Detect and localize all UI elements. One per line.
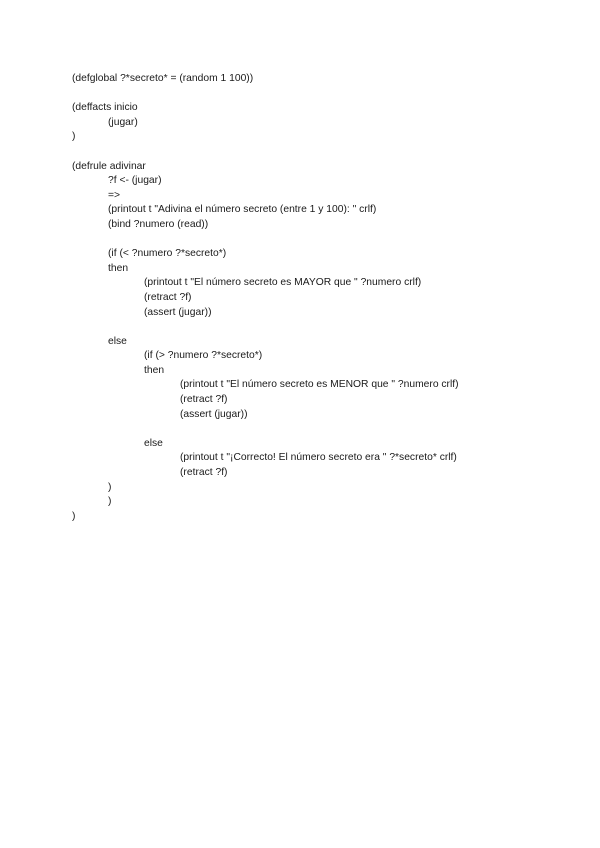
code-line: ) xyxy=(72,510,76,522)
code-line: then xyxy=(108,262,129,274)
code-line: (retract ?f) xyxy=(180,467,228,479)
code-line: ) xyxy=(72,131,76,143)
code-line: (defglobal ?*secreto* = (random 1 100)) xyxy=(72,73,254,84)
code-line: (printout t "Adivina el número secreto (entre 1 y 100): " crlf) xyxy=(108,204,377,216)
code-line: => xyxy=(108,189,121,201)
blank-line xyxy=(72,233,459,248)
code-line: (deffacts inicio xyxy=(72,102,138,114)
code-line: ) xyxy=(108,481,112,493)
blank-line xyxy=(72,145,459,160)
code-line: else xyxy=(108,335,127,347)
code-line: (retract ?f) xyxy=(180,394,228,406)
blank-line xyxy=(72,87,459,102)
code-line: (jugar) xyxy=(108,116,138,128)
code-line: ?f <- (jugar) xyxy=(108,175,162,187)
code-line: (assert (jugar)) xyxy=(144,306,212,318)
blank-line xyxy=(72,422,459,437)
code-line: (if (> ?numero ?*secreto*) xyxy=(144,350,263,362)
code-line: (retract ?f) xyxy=(144,291,192,303)
code-line: (assert (jugar)) xyxy=(180,408,248,420)
code-line: (printout t "El número secreto es MAYOR que " ?numero crlf) xyxy=(144,277,422,289)
blank-line xyxy=(72,320,459,335)
code-line: (printout t "¡Correcto! El número secreto era " ?*secreto* crlf) xyxy=(180,452,457,464)
code-line: (if (< ?numero ?*secreto*) xyxy=(108,248,227,260)
code-line: ) xyxy=(108,496,112,508)
code-line: (printout t "El número secreto es MENOR que " ?numero crlf) xyxy=(180,379,459,391)
code-line: (bind ?numero (read)) xyxy=(108,218,209,230)
code-listing xyxy=(72,72,459,524)
code-line: then xyxy=(144,364,165,376)
code-line: (defrule adivinar xyxy=(72,160,146,172)
code-line: else xyxy=(144,437,163,449)
